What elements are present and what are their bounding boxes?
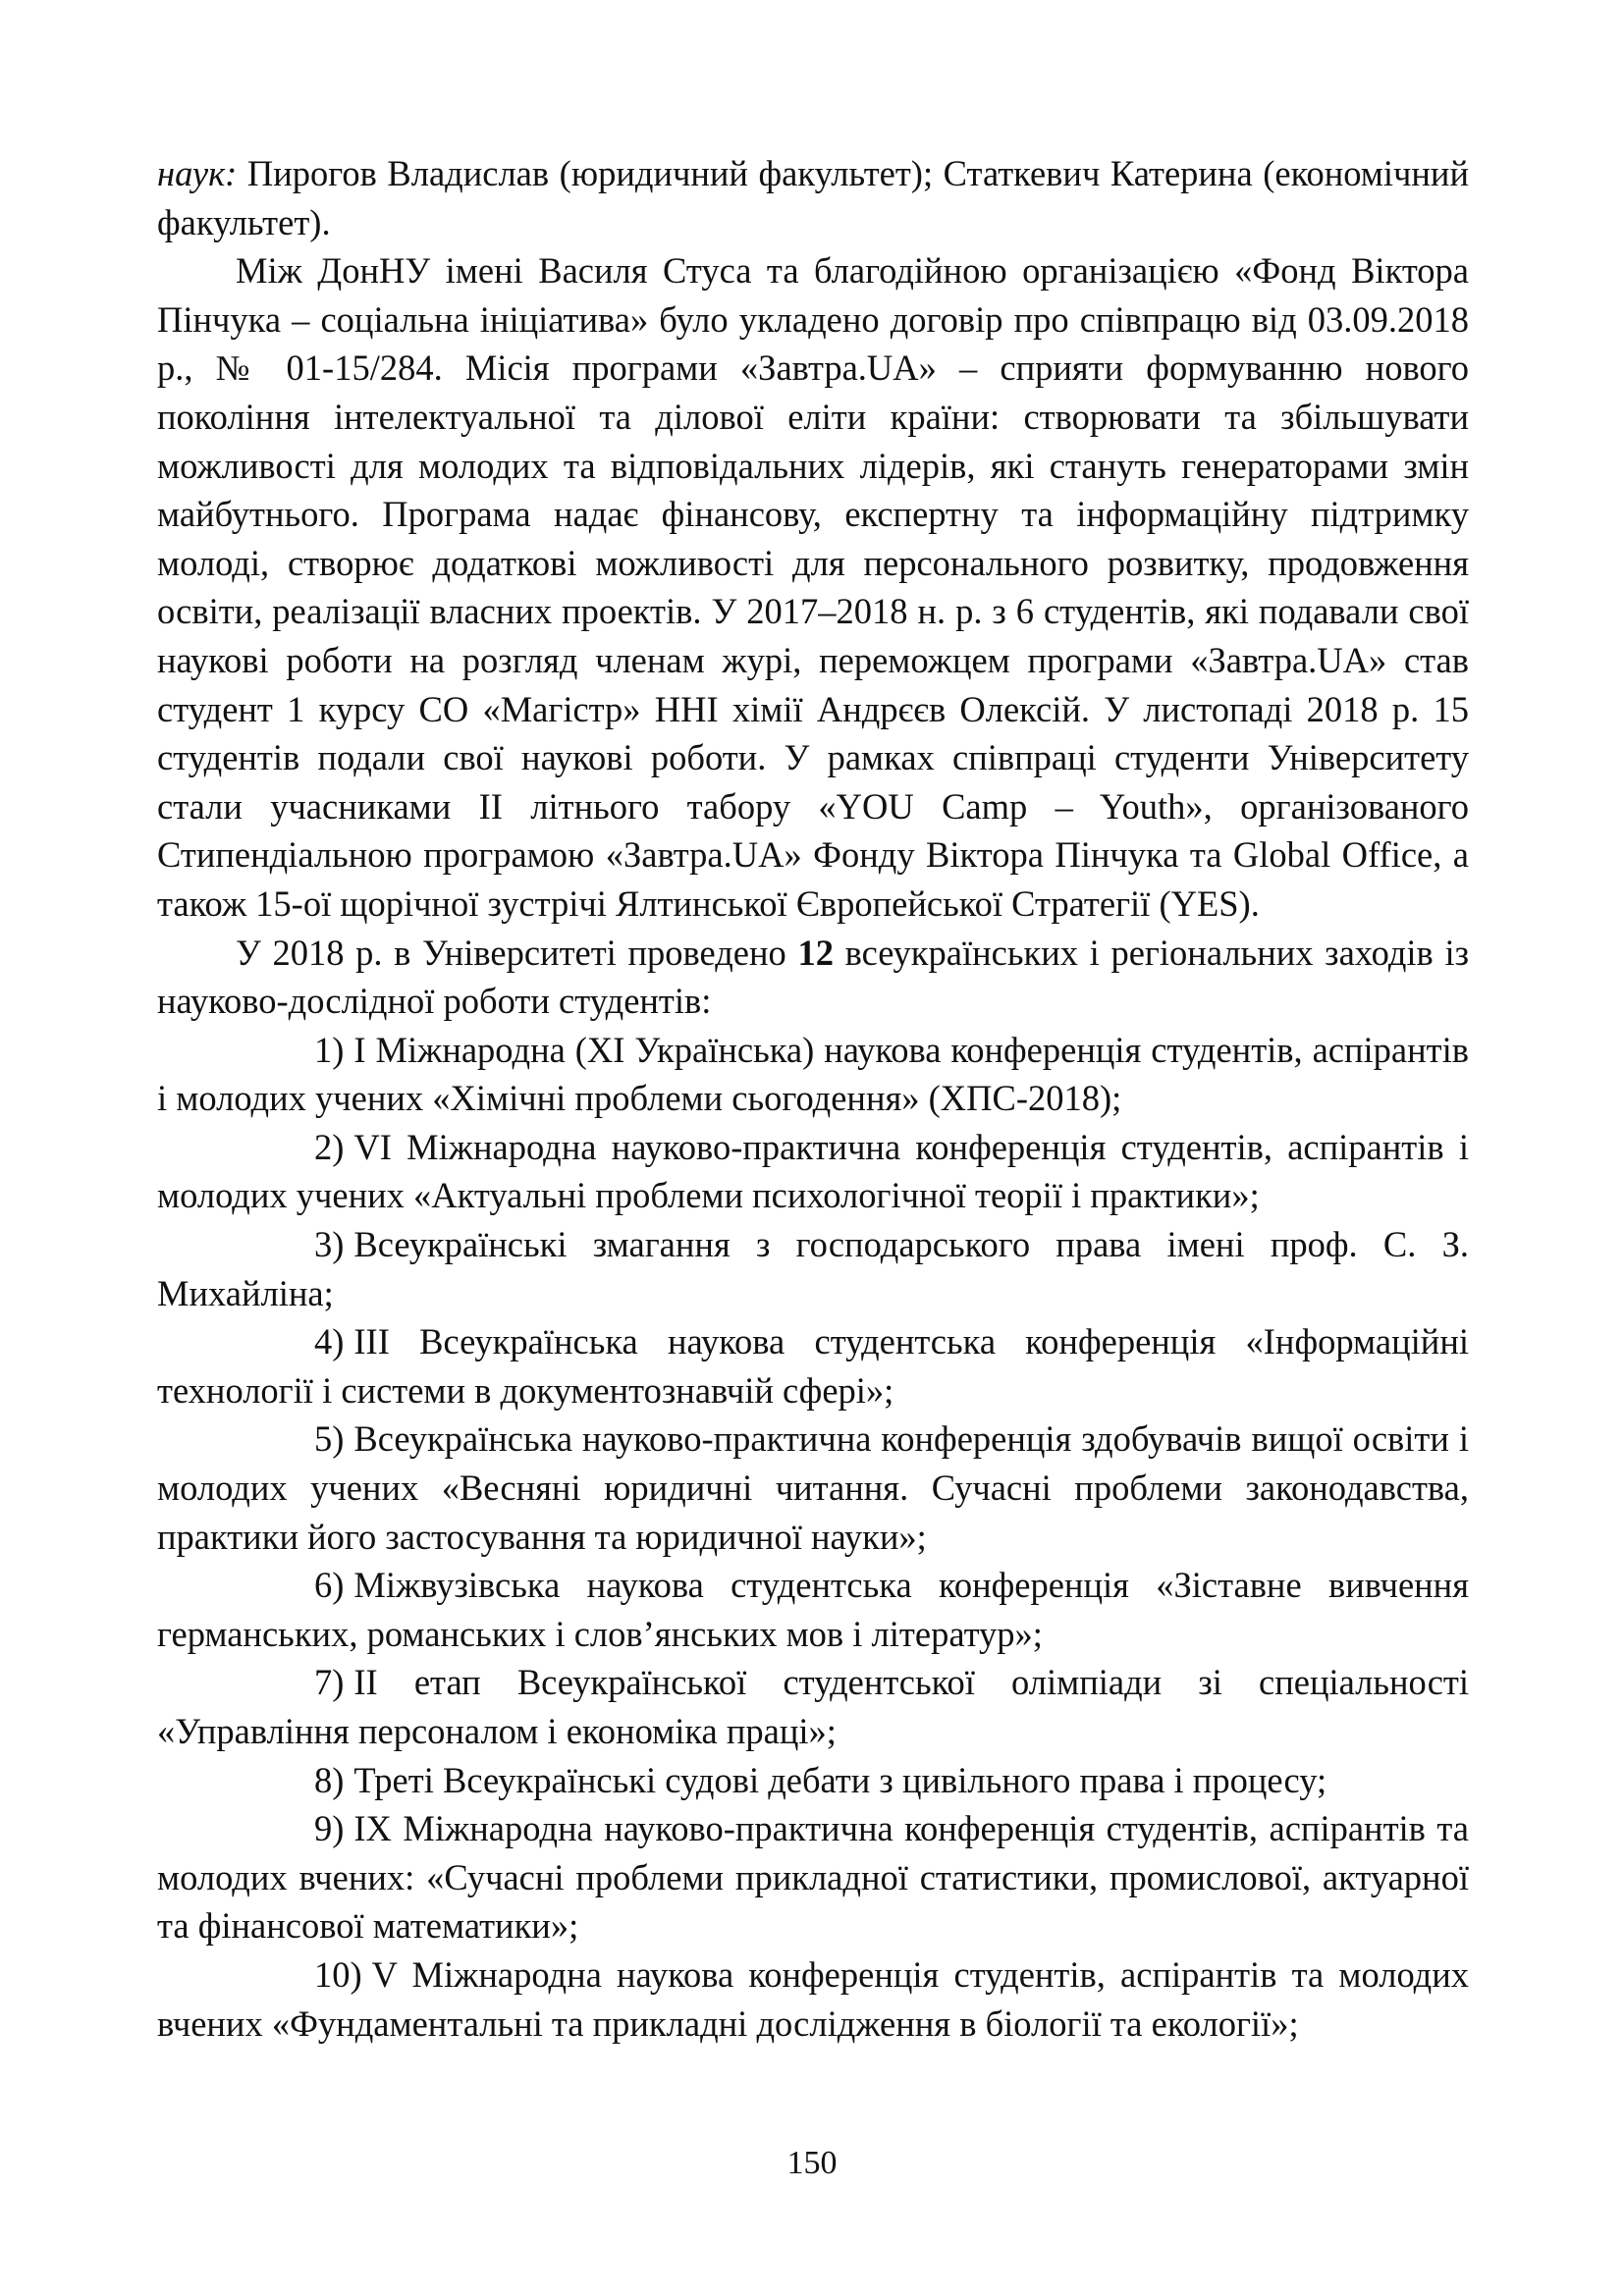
event-text: ІІ етап Всеукраїнської студентської олімпіади зі спеціальності «Управління персоналом і економіка праці»; — [157, 1662, 1469, 1751]
event-item-4 — [157, 1317, 1469, 1415]
events-intro-paragraph — [157, 929, 1469, 1026]
page-number: 150 — [786, 2145, 838, 2181]
event-text: Всеукраїнські змагання з господарського права імені проф. С. З. Михайліна; — [157, 1224, 1469, 1313]
event-item-3 — [157, 1220, 1469, 1317]
event-text: Міжвузівська наукова студентська конференція «Зіставне вивчення германських, романських і слов’янських мов і літератур»; — [157, 1565, 1469, 1654]
continuation-text: Пирогов Владислав (юридичний факультет); Статкевич Катерина (економічний факультет). — [157, 153, 1469, 242]
event-number: 2) — [314, 1126, 345, 1167]
events-intro-after: всеукраїнських і регіональних заходів із науково-дослідної роботи студентів: — [157, 932, 1470, 1022]
event-item-7 — [157, 1658, 1469, 1755]
event-text: Треті Всеукраїнські судові дебати з цивільного права і процесу; — [353, 1759, 1327, 1800]
event-number: 1) — [314, 1029, 345, 1070]
event-number: 4) — [314, 1321, 345, 1362]
event-text: V Міжнародна наукова конференція студентів, аспірантів та молодих вчених «Фундаментальні та прикладні дослідження в біології та екології»; — [157, 1953, 1469, 2044]
event-item-8 — [157, 1756, 1469, 1805]
continuation-lead: наук: — [157, 153, 238, 193]
event-number: 7) — [314, 1662, 345, 1703]
event-number: 5) — [314, 1418, 345, 1460]
event-number: 8) — [314, 1759, 345, 1800]
zavtra-ua-paragraph: Між ДонНУ імені Василя Стуса та благодійною організацією «Фонд Віктора Пінчука – соціальна ініціатива» було укладено договір про співпрацю від 03.09.2018 р., № 01-15/284. Місія програми «Завтра.UA» – сприяти формуванню нового покоління інтелектуальної та ділової еліти країни: створювати та збільшувати можливості для молодих та відповідальних лідерів, які стануть генераторами змін майбутнього. Програма надає фінансову, експертну та інформаційну підтримку молоді, створює додаткові можливості для персонального розвитку, продовження освіти, реалізації власних проектів. У 2017–2018 н. р. з 6 студентів, які подавали свої наукові роботи на розгляд членам журі, переможцем програми «Завтра.UA» став студент 1 курсу СО «Магістр» ННІ хімії Андрєєв Олексій. У листопаді 2018 р. 15 студентів подали свої наукові роботи. У рамках співпраці студенти Університету стали учасниками ІІ літнього табору «YOU Camp – Youth», організованого Стипендіальною програмою «Завтра.UA» Фонду Віктора Пінчука та Global Office, а також 15-ої щорічної зустрічі Ялтинської Європейської Стратегії (YES). — [157, 250, 1469, 924]
event-item-10 — [157, 1950, 1469, 2048]
event-item-9 — [157, 1804, 1469, 1950]
event-text: І Міжнародна (ХІ Українська) наукова конференція студентів, аспірантів і молодих учених «Хімічні проблеми сьогодення» (ХПС-2018); — [157, 1029, 1469, 1119]
event-number: 6) — [314, 1565, 345, 1606]
event-item-1 — [157, 1026, 1469, 1123]
event-text: VI Міжнародна науково-практична конференція студентів, аспірантів і молодих учених «Актуальні проблеми психологічної теорії і практики»; — [157, 1126, 1469, 1216]
event-item-5 — [157, 1415, 1469, 1561]
event-text: Всеукраїнська науково-практична конференція здобувачів вищої освіти і молодих учених «Весняні юридичні читання. Сучасні проблеми законодавства, практики його застосування та юридичної науки»; — [157, 1418, 1469, 1557]
events-count: 12 — [797, 932, 834, 973]
event-number: 3) — [314, 1224, 345, 1265]
event-text: ІІІ Всеукраїнська наукова студентська конференція «Інформаційні технології і системи в документознавчій сфері»; — [157, 1321, 1469, 1411]
event-item-6 — [157, 1561, 1469, 1658]
event-number: 10) — [314, 1953, 362, 1995]
event-item-2 — [157, 1123, 1469, 1220]
events-intro-before: У 2018 р. в Університеті проведено — [236, 932, 798, 973]
continuation-paragraph — [157, 149, 1469, 246]
page-body — [157, 149, 1469, 2048]
event-number: 9) — [314, 1808, 345, 1849]
event-text: IX Міжнародна науково-практична конференція студентів, аспірантів та молодих вчених: «Сучасні проблеми прикладної статистики, промислової, актуарної та фінансової математики»; — [157, 1808, 1469, 1947]
